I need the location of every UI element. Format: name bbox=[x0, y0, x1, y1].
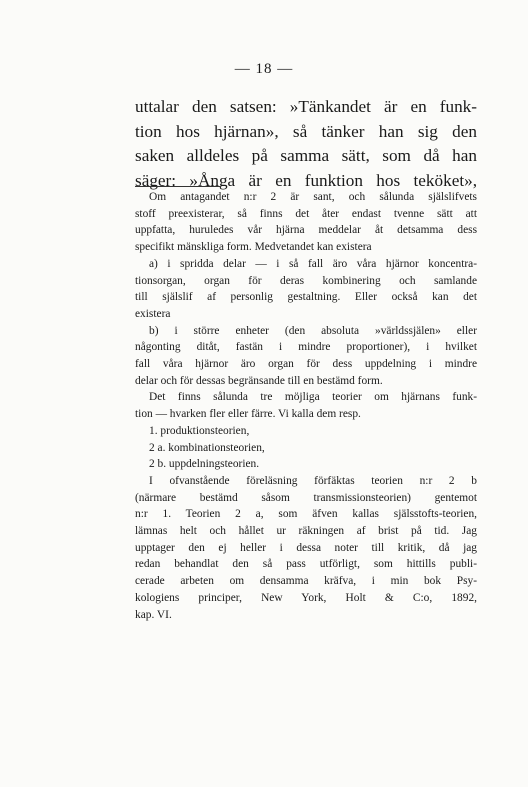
footnote-block bbox=[135, 189, 477, 623]
footnote-line: Om antagandet n:r 2 är sant, och sålunda själslifvets bbox=[149, 191, 477, 203]
footnote-line: redan behandlat den så pass utförligt, som hittills publi- bbox=[135, 558, 477, 571]
footnote-line: någonting ditåt, fastän i mindre proportioner), i hvilket bbox=[135, 341, 477, 354]
footnote-line: 2 b. uppdelningsteorien. bbox=[149, 458, 260, 471]
footnote-line: n:r 1. Teorien 2 a, som äfven kallas själsstofts-teorien, bbox=[135, 508, 477, 521]
footnote-line: fall våra hjärnor äro organ för dess uppdelning i mindre bbox=[135, 358, 477, 371]
footnote-line: cerade arbeten om densamma kräfva, i min bok Psy- bbox=[135, 575, 477, 588]
footnote-line: a) i spridda delar — i så fall äro våra hjärnor koncentra- bbox=[149, 257, 477, 270]
footnote-line: 2 a. kombinationsteorien, bbox=[149, 441, 265, 454]
footnote-line: existera bbox=[135, 307, 171, 320]
footnote-line: lämnas helt och hållet ur räkningen af brist på tid. Jag bbox=[135, 525, 477, 538]
footnote-line: tionsorgan, organ för deras kombinering och samlande bbox=[135, 274, 477, 287]
footnote-line: kap. VI. bbox=[135, 608, 172, 621]
footnote-line: I ofvanstående föreläsning förfäktas teorien n:r 2 b bbox=[149, 474, 477, 487]
footnote-line: specifikt mänskliga form. Medvetandet kan existera bbox=[135, 241, 372, 254]
main-text-block bbox=[135, 95, 477, 193]
main-text-line: säger: »Ånga är en funktion hos teköket», bbox=[135, 170, 477, 190]
footnote-line: uppfatta, huruledes vår hjärna meddelar åt detsamma dess bbox=[135, 224, 477, 237]
main-text-line: saken alldeles på samma sätt, som då han bbox=[135, 146, 477, 165]
footnote-line: delar och för dessas begränsande till en bestämd form. bbox=[135, 374, 383, 387]
footnote-line: (närmare bestämd såsom transmissionsteorien) gentemot bbox=[135, 491, 477, 504]
footnote-line: 1. produktionsteorien, bbox=[149, 424, 250, 437]
footnote-line: b) i större enheter (den absoluta »världssjälen» eller bbox=[149, 324, 477, 337]
main-text-line: tion hos hjärnan», så tänker han sig den bbox=[135, 121, 477, 141]
footnote-line: tion — hvarken fler eller färre. Vi kalla dem resp. bbox=[135, 408, 361, 421]
page-number: — 18 — bbox=[234, 61, 294, 77]
footnote-rule bbox=[135, 186, 221, 187]
footnote-line: kologiens principer, New York, Holt & C:o, 1892, bbox=[135, 591, 477, 604]
main-text-line: uttalar den satsen: »Tänkandet är en funk- bbox=[135, 97, 477, 116]
footnote-line: upptager den ej heller i dessa noter till kritik, då jag bbox=[135, 541, 477, 554]
footnote-line: stoff preexisterar, så finns det åter endast tvenne sätt att bbox=[135, 207, 477, 220]
footnote-line: Det finns sålunda tre möjliga teorier om hjärnans funk- bbox=[149, 391, 477, 404]
footnote-line: till själslif af personlig gestaltning. Eller också kan det bbox=[135, 291, 477, 304]
